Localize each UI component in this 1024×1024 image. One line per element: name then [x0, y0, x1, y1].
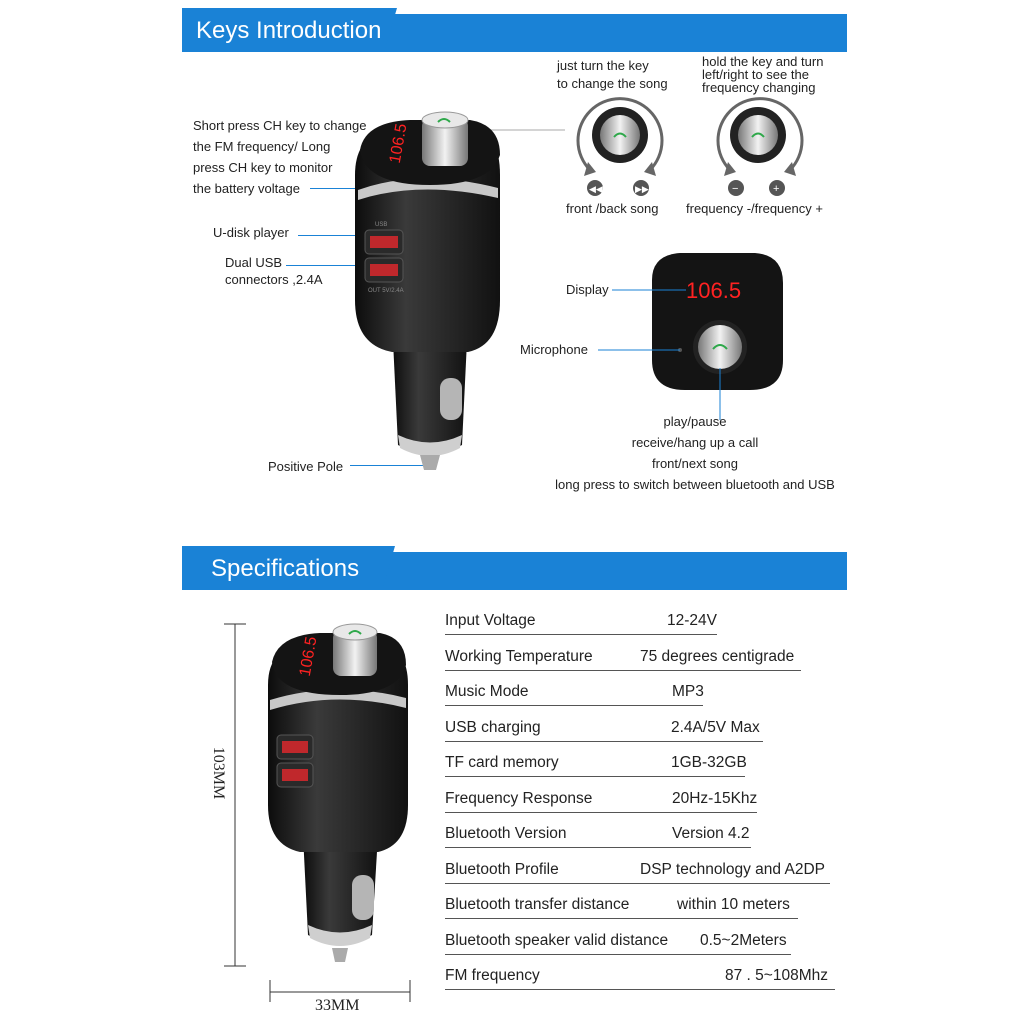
spec-label: Frequency Response	[445, 790, 593, 807]
spec-value: 87 . 5~108Mhz	[725, 967, 828, 984]
button-functions: play/pause receive/hang up a call front/next song long press to switch between bluetooth and USB	[555, 414, 835, 492]
front-display: 106.5	[686, 278, 742, 303]
spec-row	[445, 825, 751, 848]
spec-value: DSP technology and A2DP	[640, 861, 825, 878]
out-caption: OUT 5V/2.4A	[368, 288, 404, 294]
dual-usb-label: Dual USB connectors ,2.4A	[225, 255, 323, 287]
keys-title: Keys Introduction	[196, 17, 382, 44]
side-spring-contact	[440, 378, 462, 420]
spec-value: 2.4A/5V Max	[671, 719, 760, 736]
height-dimension-label: 103MM	[210, 746, 227, 800]
spec-row	[445, 719, 763, 742]
width-dimension-label: 33MM	[315, 997, 360, 1014]
turn-knob-diagram-frequency	[718, 99, 802, 196]
freq-caption: frequency -/frequency +	[686, 201, 823, 216]
spec-row	[445, 683, 703, 706]
microphone-label: Microphone	[520, 342, 588, 357]
spec-value: 75 degrees centigrade	[640, 648, 795, 665]
spec-row	[445, 790, 757, 813]
spec-row	[445, 861, 830, 884]
spec-row	[445, 648, 801, 671]
turn-knob-diagram-song	[578, 99, 662, 196]
svg-text:▶▶: ▶▶	[635, 184, 649, 194]
device-front-face	[652, 253, 783, 390]
turn-song-note: just turn the key to change the song	[557, 58, 668, 91]
spec-value: 20Hz-15Khz	[672, 790, 758, 807]
svg-text:106.5: 106.5	[296, 635, 321, 678]
spec-label: Bluetooth Profile	[445, 861, 559, 878]
spec-value: within 10 meters	[677, 896, 790, 913]
spec-label: Music Mode	[445, 683, 529, 700]
spec-label: FM frequency	[445, 967, 540, 984]
positive-pole-label: Positive Pole	[268, 459, 344, 474]
spec-value: MP3	[672, 683, 704, 700]
spec-title: Specifications	[211, 555, 360, 582]
spec-row	[445, 754, 745, 777]
usb-caption: USB	[375, 222, 388, 228]
spec-row	[445, 932, 791, 955]
spec-value: Version 4.2	[672, 825, 750, 842]
front-button	[698, 325, 742, 369]
spec-label: Working Temperature	[445, 648, 593, 665]
spec-value: 0.5~2Meters	[700, 932, 787, 949]
spec-value: 1GB-32GB	[671, 754, 747, 771]
spec-label: Bluetooth Version	[445, 825, 567, 842]
hold-turn-note: hold the key and turn left/right to see the frequency changing	[702, 54, 824, 95]
top-display-digits: 106.5	[386, 122, 411, 165]
ch-key-note: Short press CH key to change the FM frequency/ Long press CH key to monitor the battery voltage	[193, 118, 367, 196]
spec-row	[445, 896, 798, 919]
spec-banner	[182, 552, 847, 590]
u-disk-label: U-disk player	[213, 225, 289, 240]
positive-pole-tip	[420, 455, 440, 470]
spec-label: Input Voltage	[445, 612, 536, 629]
spec-label: Bluetooth transfer distance	[445, 896, 630, 913]
spec-label: TF card memory	[445, 754, 559, 771]
svg-text:+: +	[773, 183, 780, 195]
spec-row	[445, 612, 717, 635]
spec-value: 12-24V	[667, 612, 717, 629]
spec-row	[445, 967, 835, 990]
spec-label: USB charging	[445, 719, 541, 736]
svg-text:◀◀: ◀◀	[589, 184, 603, 194]
display-label: Display	[566, 282, 609, 297]
song-caption: front /back song	[566, 201, 659, 216]
svg-text:−: −	[732, 183, 739, 195]
spec-label: Bluetooth speaker valid distance	[445, 932, 669, 949]
